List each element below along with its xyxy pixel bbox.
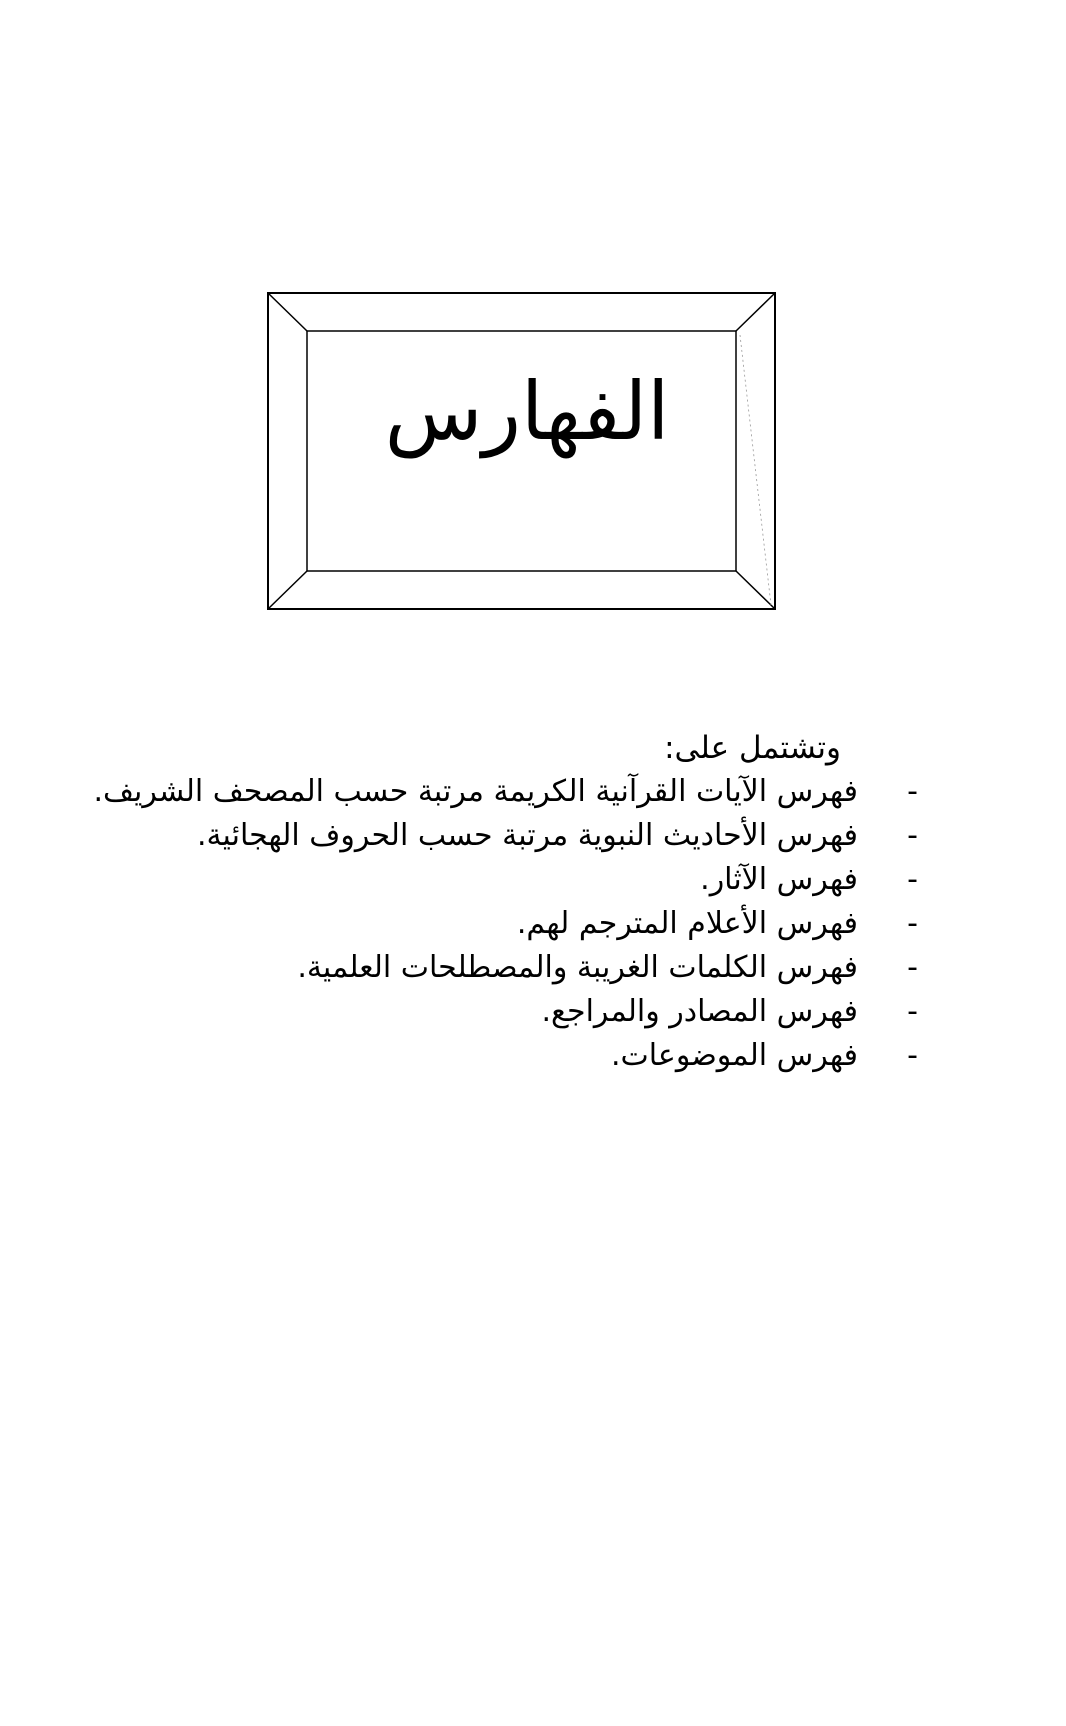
- page-title: الفهارس: [384, 365, 670, 458]
- bullet-dash: -: [907, 862, 918, 897]
- list-item: [93, 902, 918, 946]
- list-item-text: فهرس الآثار.: [700, 862, 858, 897]
- bullet-dash: -: [907, 818, 918, 853]
- list-item: [93, 858, 918, 902]
- list-item: [93, 946, 918, 990]
- intro-text: وتشتمل على:: [664, 730, 841, 766]
- list-item: [93, 814, 918, 858]
- bullet-dash: -: [907, 994, 918, 1029]
- bullet-dash: -: [907, 1038, 918, 1073]
- list-item-text: فهرس الموضوعات.: [611, 1038, 858, 1073]
- index-list: [93, 770, 918, 1078]
- list-item-text: فهرس الكلمات الغريبة والمصطلحات العلمية.: [297, 950, 858, 985]
- list-item-text: فهرس الآيات القرآنية الكريمة مرتبة حسب المصحف الشريف.: [93, 774, 858, 809]
- list-item-text: فهرس المصادر والمراجع.: [541, 994, 858, 1029]
- title-frame: [267, 292, 776, 610]
- bullet-dash: -: [907, 906, 918, 941]
- list-item: [93, 990, 918, 1034]
- list-item: [93, 770, 918, 814]
- list-item-text: فهرس الأعلام المترجم لهم.: [516, 906, 858, 941]
- list-item: [93, 1034, 918, 1078]
- bullet-dash: -: [907, 950, 918, 985]
- bullet-dash: -: [907, 774, 918, 809]
- list-item-text: فهرس الأحاديث النبوية مرتبة حسب الحروف الهجائية.: [196, 818, 858, 853]
